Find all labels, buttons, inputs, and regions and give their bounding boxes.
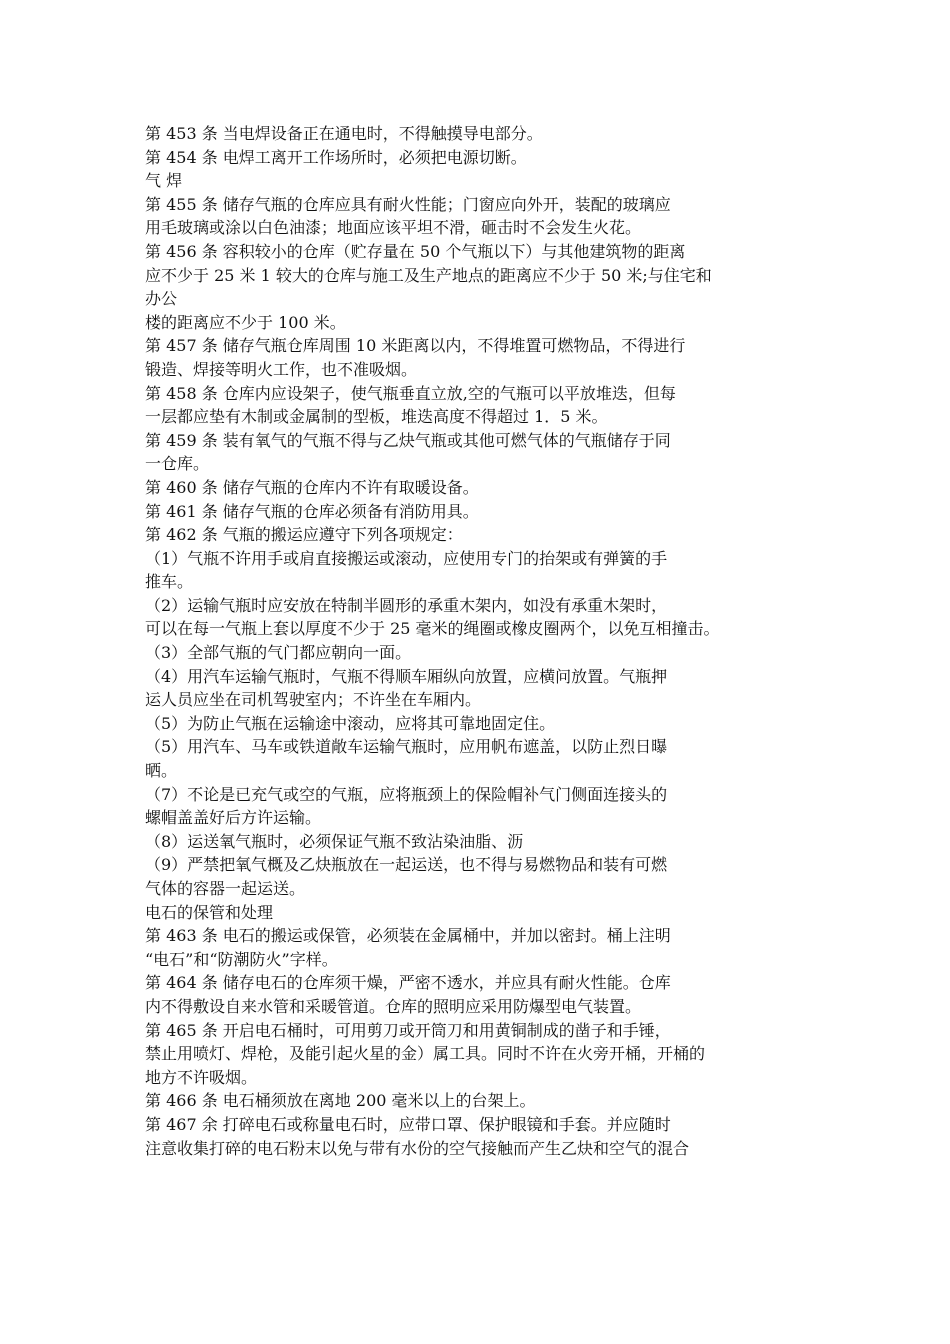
- text-line: （2）运输气瓶时应安放在特制半圆形的承重木架内，如没有承重木架时，: [145, 595, 668, 615]
- text-line: 第 461 条 储存气瓶的仓库必须备有消防用具。: [145, 501, 479, 521]
- text-line: 锻造、焊接等明火工作，也不准吸烟。: [145, 359, 418, 379]
- section-heading: 气 焊: [145, 171, 183, 191]
- text-line: “电石”和“防潮防火”字样。: [145, 949, 338, 969]
- text-line: 第 455 条 储存气瓶的仓库应具有耐火性能；门窗应向外开，装配的玻璃应: [145, 194, 671, 214]
- text-line: 楼的距离应不少于 100 米。: [145, 312, 346, 332]
- text-line: 一层都应垫有木制或金属制的型板，堆迭高度不得超过 1．5 米。: [145, 407, 608, 427]
- text-line: 第 462 条 气瓶的搬运应遵守下列各项规定：: [145, 525, 463, 545]
- text-line: 推车。: [145, 572, 194, 592]
- text-line: 第 464 条 储存电石的仓库须干燥，严密不透水，并应具有耐火性能。仓库: [145, 973, 671, 993]
- text-line: 第 457 条 储存气瓶仓库周围 10 米距离以内，不得堆置可燃物品，不得进行: [145, 336, 686, 356]
- text-line: （8）运送氧气瓶时，必须保证气瓶不致沾染油脂、沥: [145, 831, 524, 851]
- text-line: （1）气瓶不许用手或肩直接搬运或滚动，应使用专门的抬架或有弹簧的手: [145, 548, 668, 568]
- text-line: 注意收集打碎的电石粉末以免与带有水份的空气接触而产生乙炔和空气的混合: [145, 1138, 690, 1158]
- text-line: 办公: [145, 289, 178, 309]
- document-body: [145, 122, 815, 1160]
- text-line: 第 454 条 电焊工离开工作场所时，必须把电源切断。: [145, 147, 527, 167]
- text-line: 第 453 条 当电焊设备正在通电时，不得触摸导电部分。: [145, 124, 543, 143]
- text-line: 一仓库。: [145, 454, 210, 474]
- text-line: 地方不许吸烟。: [145, 1067, 258, 1087]
- text-line: 气体的容器一起运送。: [145, 879, 306, 898]
- text-line: 禁止用喷灯、焊枪，及能引起火星的金）属工具。同时不许在火旁开桶，开桶的: [145, 1044, 706, 1064]
- text-line: 第 466 条 电石桶须放在离地 200 毫米以上的台架上。: [145, 1091, 536, 1111]
- text-line: 内不得敷设自来水管和采暖管道。仓库的照明应采用防爆型电气装置。: [145, 996, 642, 1016]
- text-line: （4）用汽车运输气瓶时，气瓶不得顺车厢纵向放置，应横问放置。气瓶押: [145, 666, 668, 686]
- text-line: 第 460 条 储存气瓶的仓库内不许有取暖设备。: [145, 477, 479, 497]
- text-line: （5）用汽车、马车或铁道敞车运输气瓶时，应用帆布遮盖，以防止烈日曝: [145, 737, 668, 757]
- text-line: 晒。: [145, 761, 178, 781]
- text-line: 第 465 条 开启电石桶时，可用剪刀或开筒刀和用黄铜制成的凿子和手锤，: [145, 1020, 671, 1040]
- text-line: 运人员应坐在司机驾驶室内；不许坐在车厢内。: [145, 690, 482, 710]
- text-line: （5）为防止气瓶在运输途中滚动，应将其可靠地固定住。: [145, 713, 556, 733]
- text-line: 用毛玻璃或涂以白色油漆；地面应该平坦不滑，砸击时不会发生火花。: [145, 218, 642, 238]
- text-line: 应不少于 25 米 1 较大的仓库与施工及生产地点的距离应不少于 50 米;与住宅和: [145, 265, 712, 285]
- text-line: 螺帽盖盖好后方许运输。: [145, 808, 322, 828]
- section-heading: 电石的保管和处理: [145, 902, 274, 922]
- text-line: 第 459 条 装有氧气的气瓶不得与乙炔气瓶或其他可燃气体的气瓶储存于同: [145, 430, 671, 450]
- text-line: 第 456 条 容积较小的仓库（贮存量在 50 个气瓶以下）与其他建筑物的距离: [145, 241, 686, 261]
- text-line: 第 467 余 打碎电石或称量电石时，应带口罩、保护眼镜和手套。并应随时: [145, 1114, 671, 1134]
- text-line: 第 458 条 仓库内应设架子，使气瓶垂直立放,空的气瓶可以平放堆迭，但每: [145, 383, 676, 403]
- text-line: 第 463 条 电石的搬运或保管，必须装在金属桶中，并加以密封。桶上注明: [145, 926, 671, 946]
- text-line: 可以在每一气瓶上套以厚度不少于 25 毫米的绳圈或橡皮圈两个，以免互相撞击。: [145, 619, 720, 639]
- text-line: （3）全部气瓶的气门都应朝向一面。: [145, 643, 412, 663]
- text-line: （7）不论是已充气或空的气瓶，应将瓶颈上的保险帽补气门侧面连接头的: [145, 784, 668, 804]
- text-line: （9）严禁把氧气概及乙炔瓶放在一起运送，也不得与易燃物品和装有可燃: [145, 855, 668, 875]
